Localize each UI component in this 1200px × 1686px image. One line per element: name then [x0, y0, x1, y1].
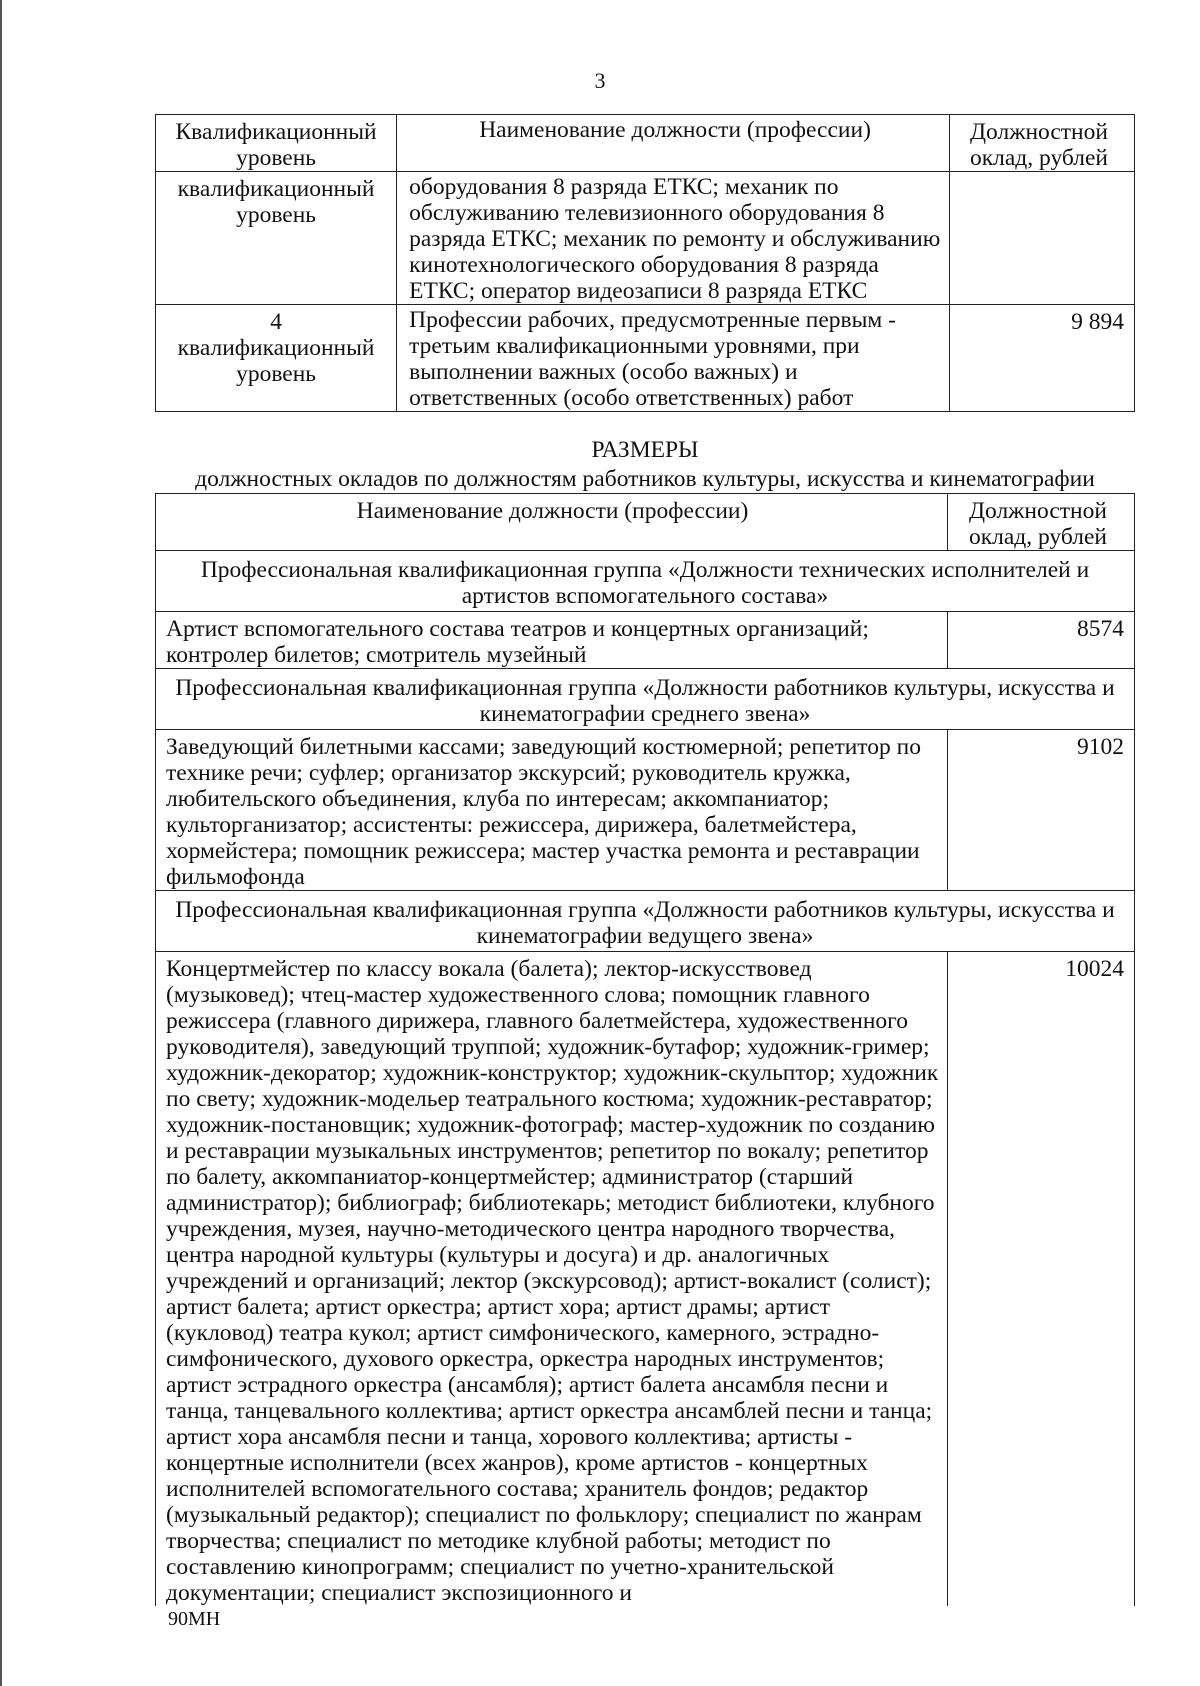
table-header-row	[156, 115, 1135, 172]
salary-table	[155, 493, 1135, 1606]
section-title: РАЗМЕРЫ	[591, 437, 699, 463]
page-number: 3	[594, 68, 606, 93]
table-row	[156, 952, 1135, 1607]
group-header-row	[156, 669, 1135, 730]
header-position: Наименование должности (профессии)	[397, 115, 950, 172]
level-cell	[156, 305, 397, 412]
position-cell: Концертмейстер по классу вокала (балета); лектор-искусствовед (музыковед); чтец-мастер художественного слова; помощник главного режиссера (главного дирижера, главного балетмейстера, художественного руководителя), заведующий труппой; художник-бутафор; художник-гример; художник-декоратор; художник-конструктор; художник-скульптор; художник по свету; художник-модельер театрального костюма; художник-реставратор; художник-постановщик; художник-фотограф; мастер-художник по созданию и реставрации музыкальных инструментов; репетитор по вокалу; репетитор по балету, аккомпаниатор-концертмейстер; администратор (старший администратор); библиограф; библиотекарь; методист библиотеки, клубного учреждения, музея, научно-методического центра народного творчества, центра народной культуры (культуры и досуга) и др. аналогичных учреждений и организаций; лектор (экскурсовод); артист-вокалист (солист); артист балета; артист оркестра; артист хора; артист драмы; артист (кукловод) театра кукол; артист симфонического, камерного, эстрадно-симфонического, духового оркестра, оркестра народных инструментов; артист эстрадного оркестра (ансамбля); артист балета ансамбля песни и танца, танцевального коллектива; артист оркестра ансамблей песни и танца; артист хора ансамбля песни и танца, хорового коллектива; артисты - концертные исполнители (всех жанров), кроме артистов - концертных исполнителей вспомогательного состава; хранитель фондов; редактор (музыкальный редактор); специалист по фольклору; специалист по жанрам творчества; специалист по методике клубной работы; методист по составлению кинопрограмм; специалист по учетно-хранительской документации; специалист экспозиционного и	[156, 952, 948, 1607]
salary-cell: 9 894	[949, 305, 1134, 412]
header-salary: Должностной оклад, рублей	[949, 115, 1134, 172]
group-header-row	[156, 891, 1135, 952]
level-number: 4	[270, 309, 282, 335]
table-row	[156, 612, 1135, 669]
table-row	[156, 305, 1135, 412]
salary-cell: 8574	[947, 612, 1134, 669]
table-header-row	[156, 494, 1135, 551]
scan-edge	[0, 0, 2, 1686]
header-level: Квалификационный уровень	[156, 115, 397, 172]
position-cell: Заведующий билетными кассами; заведующий костюмерной; репетитор по технике речи; суфлер; организатор экскурсий; руководитель кружка, любительского объединения, клуба по интересам; аккомпаниатор; культорганизатор; ассистенты: режиссера, дирижера, балетмейстера, хормейстера; помощник режиссера; мастер участка ремонта и реставрации фильмофонда	[156, 730, 948, 891]
table-row	[156, 172, 1135, 305]
salary-cell: 10024	[947, 952, 1134, 1607]
header-position: Наименование должности (профессии)	[156, 494, 948, 551]
salary-cell: 9102	[947, 730, 1134, 891]
group-header-row	[156, 551, 1135, 612]
group-title: Профессиональная квалификационная группа «Должности технических исполнителей и артистов вспомогательного состава»	[156, 551, 1135, 612]
qualification-table	[155, 114, 1135, 412]
position-cell: Профессии рабочих, предусмотренные первым - третьим квалификационными уровнями, при выполнении важных (особо важных) и ответственных (особо ответственных) работ	[397, 305, 950, 412]
group-title: Профессиональная квалификационная группа «Должности работников культуры, искусства и кинематографии ведущего звена»	[156, 891, 1135, 952]
table-row	[156, 730, 1135, 891]
position-cell: Артист вспомогательного состава театров и концертных организаций; контролер билетов; смотритель музейный	[156, 612, 948, 669]
salary-cell	[949, 172, 1134, 305]
level-label: квалификационный уровень	[177, 335, 375, 387]
document-code: 90МН	[168, 1608, 221, 1630]
header-salary: Должностной оклад, рублей	[947, 494, 1134, 551]
level-cell: квалификационный уровень	[156, 172, 397, 305]
position-cell: оборудования 8 разряда ЕТКС; механик по обслуживанию телевизионного оборудования 8 разряда ЕТКС; механик по ремонту и обслуживанию кинотехнологического оборудования 8 разряда ЕТКС; оператор видеозаписи 8 разряда ЕТКС	[397, 172, 950, 305]
group-title: Профессиональная квалификационная группа «Должности работников культуры, искусства и кинематографии среднего звена»	[156, 669, 1135, 730]
section-subtitle: должностных окладов по должностям работников культуры, искусства и кинематографии	[195, 466, 1095, 492]
